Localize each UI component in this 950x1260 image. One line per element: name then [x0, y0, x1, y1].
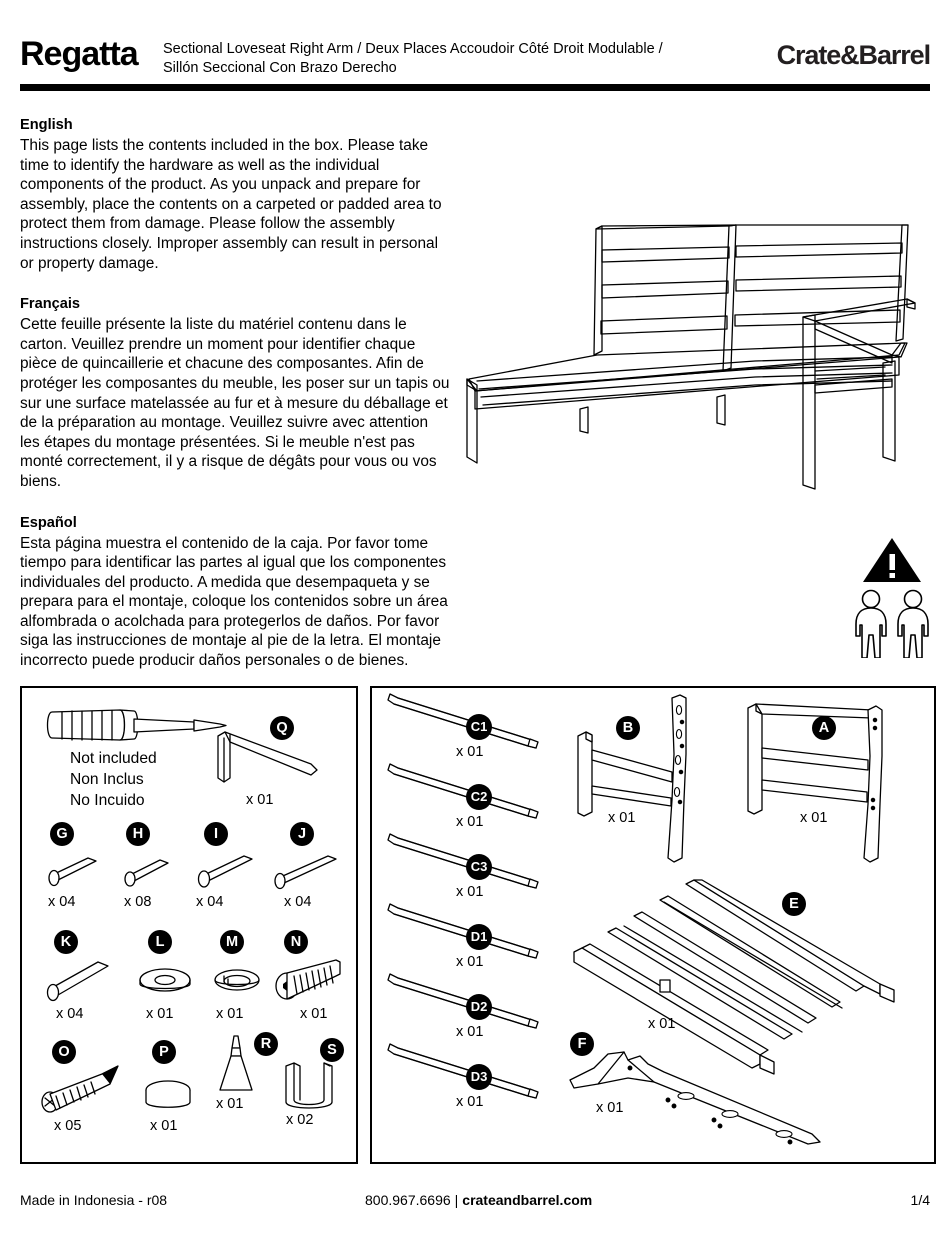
- part-cell-D1: [384, 902, 544, 968]
- part-cell-K: [40, 930, 118, 1022]
- crate-and-barrel-logo: Crate&Barrel: [776, 40, 930, 70]
- part-qty-D2: x 01: [456, 1024, 484, 1040]
- not-included-en: Not included: [70, 750, 157, 767]
- part-cell-H: [118, 822, 182, 910]
- footer-page-number: 1/4: [910, 1192, 930, 1208]
- part-badge-R: R: [254, 1032, 278, 1056]
- part-cell-G: [40, 822, 108, 910]
- part-badge-D1: D1: [466, 924, 492, 950]
- not-included-es: No Incuido: [70, 792, 145, 809]
- part-badge-A: A: [812, 716, 836, 740]
- footer-phone: 800.967.6696: [365, 1192, 451, 1208]
- part-cell-R: [210, 1032, 278, 1112]
- part-cell-C1: [384, 692, 544, 758]
- part-qty-H: x 08: [124, 894, 152, 910]
- part-qty-C1: x 01: [456, 744, 484, 760]
- part-cell-A: [740, 694, 910, 864]
- dowel-icon: [192, 846, 266, 894]
- francais-heading: Français: [20, 296, 81, 313]
- part-badge-C2: C2: [466, 784, 492, 810]
- part-qty-L: x 01: [146, 1006, 174, 1022]
- english-heading: English: [20, 117, 73, 133]
- tool-not-included-row: [22, 688, 356, 813]
- part-badge-F: F: [570, 1032, 594, 1056]
- allen-wrench-icon: [214, 730, 324, 788]
- part-qty-G: x 04: [48, 894, 76, 910]
- part-badge-P: P: [152, 1040, 176, 1064]
- part-badge-E: E: [782, 892, 806, 916]
- part-cell-P: [138, 1040, 198, 1134]
- not-included-note: [70, 748, 157, 811]
- footer-separator: |: [454, 1192, 459, 1208]
- part-qty-D1: x 01: [456, 954, 484, 970]
- part-qty-N: x 01: [300, 1006, 328, 1022]
- part-badge-D3: D3: [466, 1064, 492, 1090]
- part-qty-B: x 01: [608, 810, 636, 826]
- lock-washer-icon: [208, 954, 266, 1006]
- part-badge-D2: D2: [466, 994, 492, 1020]
- part-qty-O: x 05: [54, 1118, 82, 1134]
- part-cell-I: [192, 822, 266, 910]
- back-support-rail-icon: [568, 1038, 868, 1150]
- flat-washer-icon: [134, 954, 196, 1006]
- part-badge-G: G: [50, 822, 74, 846]
- cap-plug-icon: [138, 1064, 198, 1118]
- part-qty-K: x 04: [56, 1006, 84, 1022]
- part-cell-F: [568, 1038, 868, 1150]
- part-badge-C1: C1: [466, 714, 492, 740]
- product-name: Regatta: [20, 35, 138, 73]
- part-badge-I: I: [204, 822, 228, 846]
- part-badge-L: L: [148, 930, 172, 954]
- product-subtitle-line1: Sectional Loveseat Right Arm / Deux Places Accoudoir Côté Droit Modulable /: [163, 41, 663, 57]
- part-cell-M: [208, 930, 266, 1022]
- part-cell-S: [280, 1038, 344, 1128]
- warning-triangle-icon: [863, 538, 921, 582]
- product-subtitle-line2: Sillón Seccional Con Brazo Derecho: [163, 60, 397, 76]
- hex-socket-bolt-icon: [274, 954, 346, 1006]
- hardware-contents-panel: [20, 686, 358, 1164]
- part-badge-O: O: [52, 1040, 76, 1064]
- part-qty-J: x 04: [284, 894, 312, 910]
- part-cell-B: [568, 694, 708, 864]
- part-cell-N: [274, 930, 346, 1022]
- footer-website[interactable]: crateandbarrel.com: [462, 1192, 593, 1208]
- part-badge-N: N: [284, 930, 308, 954]
- dowel-icon: [40, 846, 108, 894]
- components-contents-panel: [370, 686, 936, 1164]
- part-qty-M: x 01: [216, 1006, 244, 1022]
- part-cell-L: [134, 930, 196, 1022]
- espanol-body: Esta página muestra el contenido de la caja. Por favor tome tiempo para identificar las partes al igual que los componentes individuales del producto. A medida que desempaqueta y se prepara para el montaje, coloque los contenidos sobre un área alfombrada o acolchada para protegerlos de daños. Por favor siga las instrucciones de montaje al pie de la letra. El montaje incorrecto puede producir daños personales o de bienes.: [20, 534, 448, 670]
- part-badge-M: M: [220, 930, 244, 954]
- part-cell-C2: [384, 762, 544, 828]
- part-cell-C3: [384, 832, 544, 898]
- dowel-icon: [268, 846, 350, 894]
- part-qty-E: x 01: [648, 1016, 676, 1032]
- part-qty-R: x 01: [216, 1096, 244, 1112]
- dowel-icon: [118, 846, 182, 894]
- instructions-text-column: [20, 116, 450, 671]
- part-qty-D3: x 01: [456, 1094, 484, 1110]
- assembly-warning-icons: [845, 532, 940, 658]
- inner-side-frame-icon: [568, 694, 708, 864]
- dowel-icon: [40, 954, 118, 1006]
- bracket-icon: [280, 1062, 342, 1112]
- footer-origin: Made in Indonesia - r08: [20, 1192, 168, 1208]
- espanol-heading: Español: [20, 514, 77, 531]
- part-badge-J: J: [290, 822, 314, 846]
- sectional-loveseat-right-arm-illustration: [455, 195, 935, 495]
- english-body: This page lists the contents included in the box. Please take time to identify the hardware as well as the individual components of the product. As you unpack and prepare for assembly, place the contents on a carpeted or padded area to protect them from damage. Please follow the assembly instructions closely. Improper assembly can result in personal or property damage.: [20, 137, 442, 272]
- part-qty-Q: x 01: [246, 792, 274, 808]
- part-qty-C3: x 01: [456, 884, 484, 900]
- part-qty-I: x 04: [196, 894, 224, 910]
- part-qty-S: x 02: [286, 1112, 314, 1128]
- page-footer: [20, 1192, 930, 1216]
- part-badge-B: B: [616, 716, 640, 740]
- part-badge-H: H: [126, 822, 150, 846]
- footer-contact: [365, 1192, 592, 1208]
- part-qty-F: x 01: [596, 1100, 624, 1116]
- part-badge-S: S: [320, 1038, 344, 1062]
- not-included-fr: Non Inclus: [70, 771, 144, 788]
- part-qty-A: x 01: [800, 810, 828, 826]
- part-badge-Q: Q: [270, 716, 294, 740]
- part-qty-P: x 01: [150, 1118, 178, 1134]
- wood-screw-icon: [40, 1064, 130, 1118]
- part-qty-C2: x 01: [456, 814, 484, 830]
- page-header: [20, 36, 930, 86]
- part-badge-C3: C3: [466, 854, 492, 880]
- francais-body: Cette feuille présente la liste du matériel contenu dans le carton. Veuillez prendre un moment pour identifier chaque pièce de quincaillerie et chacune des composantes. Afin de protéger les composantes du meuble, les poser sur un tapis ou sur une surface matelassée au fur et à mesure du déballage et de la préparation au montage. Veuillez suivre avec attention les étapes du montage présentées. Si le meuble n'est pas monté correctement, il y a risque de dégâts pour vous ou vos biens.: [20, 316, 450, 490]
- header-divider-rule: [20, 84, 930, 91]
- product-subtitle: [163, 40, 723, 78]
- two-person-assembly-icon: [856, 591, 928, 659]
- part-badge-K: K: [54, 930, 78, 954]
- part-cell-D2: [384, 972, 544, 1038]
- part-cell-O: [40, 1040, 130, 1134]
- part-cell-D3: [384, 1042, 544, 1108]
- part-cell-J: [268, 822, 350, 910]
